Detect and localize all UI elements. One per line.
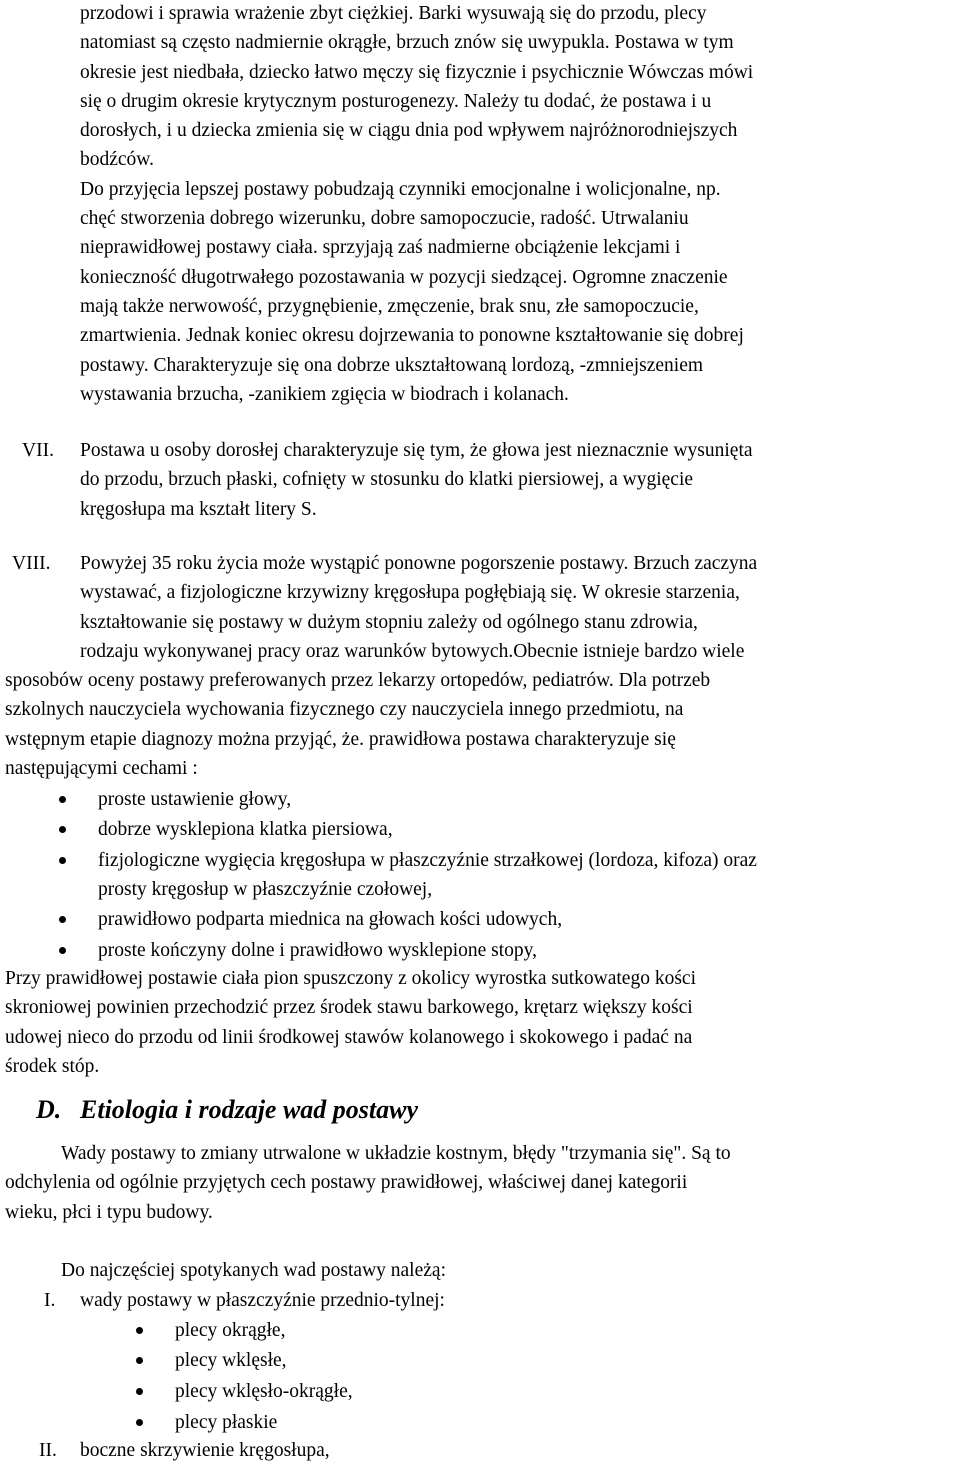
definition-paragraph: Wady postawy to zmiany utrwalone w układzie kostnym, błędy "trzymania się". Są to odchylenia od ogólnie przyjętych cech postawy prawidłowej, właściwej danej kategorii wieku, płci i typu budowy. [5,1143,731,1223]
defect-item: plecy wklęsłe, [175,1346,287,1375]
common-defects-intro: Do najczęściej spotykanych wad postawy należą: [61,1260,446,1281]
feature-item: prawidłowo podparta miednica na głowach kości udowych, [98,905,562,934]
defect-item: plecy płaskie [175,1408,277,1437]
defect-item: plecy wklęsło-okrągłe, [175,1377,353,1406]
section-vii-text: Postawa u osoby dorosłej charakteryzuje się tym, że głowa jest nieznacznie wysunięta do przodu, brzuch płaski, cofnięty w stosunku do klatki piersiowej, a wygięcie kręgosłupa ma kształt litery S. [80,440,753,520]
plumb-line-paragraph: Przy prawidłowej postawie ciała pion spuszczony z okolicy wyrostka sutkowatego kości skroniowej powinien przechodzić przez środek stawu barkowego, krętarz większy kości udowej nieco do przodu od linii środkowej stawów kolanowego i skokowego i padać na środek stóp. [5,968,697,1077]
section-heading-title: Etiologia i rodzaje wad postawy [80,1095,419,1124]
feature-item: proste kończyny dolne i prawidłowo wysklepione stopy, [98,936,537,965]
section-viii-label: VIII. [12,553,51,574]
defect-item: plecy okrągłe, [175,1316,285,1345]
defect-group-i-label: I. [44,1290,56,1311]
defect-group-i-text: wady postawy w płaszczyźnie przednio-tylnej: [80,1290,445,1311]
feature-item: dobrze wysklepiona klatka piersiowa, [98,815,393,844]
section-heading-letter: D. [36,1095,62,1124]
defect-group-ii-text: boczne skrzywienie kręgosłupa, [80,1440,330,1461]
feature-item: proste ustawienie głowy, [98,785,291,814]
section-vii-label: VII. [22,440,54,461]
feature-item: fizjologiczne wygięcia kręgosłupa w płaszczyźnie strzałkowej (lordoza, kifoza) oraz prosty kręgosłup w płaszczyźnie czołowej, [98,846,757,905]
defect-group-ii-label: II. [39,1440,57,1461]
section-viii-text: Powyżej 35 roku życia może wystąpić ponowne pogorszenie postawy. Brzuch zaczyna wystawać, a fizjologiczne krzywizny kręgosłupa pogłębiają się. W okresie starzenia, kształtowanie się postawy w dużym stopniu zależy od ogólnego stanu zdrowia, rodzaju wykonywanej pracy oraz warunków bytowych.Obecnie istnieje bardzo wiele [80,553,758,662]
intro-paragraph: przodowi i sprawia wrażenie zbyt ciężkiej. Barki wysuwają się do przodu, plecy natomiast są często nadmiernie okrągłe, brzuch znów się uwypukla. Postawa w tym okresie jest niedbała, dziecko łatwo męczy się fizycznie i psychicznie Wówczas mówi się o drugim okresie krytycznym posturogenezy. Należy tu dodać, że postawa i u dorosłych, i u dziecka zmienia się w ciągu dnia pod wpływem najróżnorodniejszych bodźców. Do przyjęcia lepszej postawy pobudzają czynniki emocjonalne i wolicjonalne, np. chęć stworzenia dobrego wizerunku, dobre samopoczucie, radość. Utrwalaniu nieprawidłowej postawy ciała. sprzyjają zaś nadmierne obciążenie lekcjami i konieczność długotrwałego pozostawania w pozycji siedzącej. Ogromne znaczenie mają także nerwowość, przygnębienie, zmęczenie, brak snu, złe samopoczucie, zmartwienia. Jednak koniec okresu dojrzewania to ponowne kształtowanie się dobrej postawy. Charakteryzuje się ona dobrze ukształtowaną lordozą, -zmniejszeniem wystawania brzucha, -zanikiem zgięcia w biodrach i kolanach. [80,3,754,405]
section-viii-continuation: sposobów oceny postawy preferowanych przez lekarzy ortopedów, pediatrów. Dla potrzeb szkolnych nauczyciela wychowania fizycznego czy nauczyciela innego przedmiotu, na wstępnym etapie diagnozy można przyjąć, że. prawidłowa postawa charakteryzuje się następującymi cechami : [5,670,711,779]
section-heading [36,1093,418,1127]
